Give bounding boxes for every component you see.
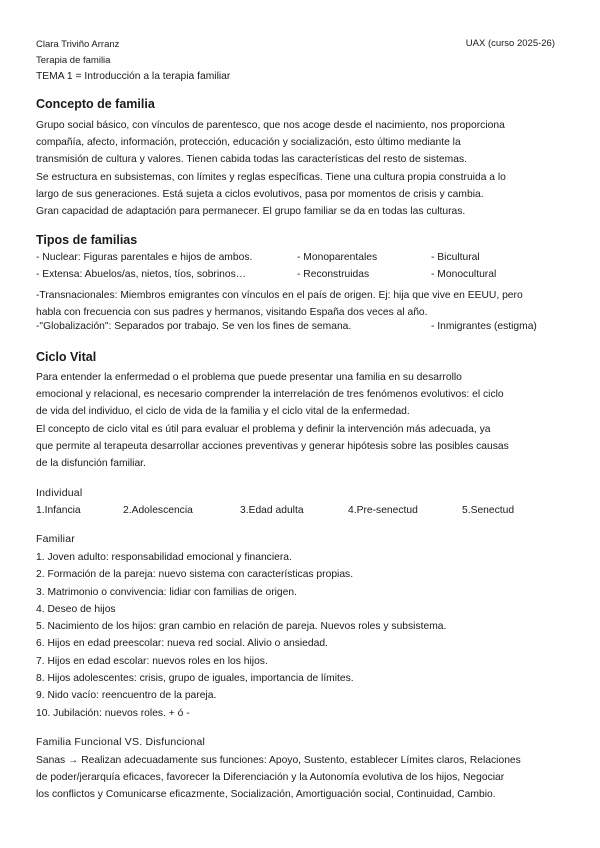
stage-item: 4.Pre-senectud bbox=[348, 505, 418, 516]
stage-item: 5.Senectud bbox=[462, 505, 515, 516]
topic-title: TEMA 1 = Introducción a la terapia familiar bbox=[36, 71, 231, 82]
heading-individual: Individual bbox=[36, 487, 83, 499]
stage-item: 2.Adolescencia bbox=[123, 505, 193, 516]
tipo-item: - Nuclear: Figuras parentales e hijos de ambos. bbox=[36, 252, 253, 263]
tipos-row bbox=[36, 252, 566, 269]
list-item: 9. Nido vacío: reencuentro de la pareja. bbox=[36, 690, 217, 702]
list-item: 5. Nacimiento de los hijos: gran cambio en relación de pareja. Nuevos roles y subsistema. bbox=[36, 621, 447, 633]
stage-item: 1.Infancia bbox=[36, 505, 81, 516]
heading-familiar: Familiar bbox=[36, 533, 75, 545]
tipos-row bbox=[36, 269, 566, 286]
author-name: Clara Triviño Arranz bbox=[36, 39, 120, 50]
text-line: habla con frecuencia con sus padres y hermanos, visitando España dos veces al año. bbox=[36, 307, 428, 319]
text-line: largo de sus generaciones. Está sujeta a ciclos evolutivos, pasa por momentos de crisis y cambia. bbox=[36, 188, 484, 200]
text-line: de poder/jerarquía eficaces, favorecer la Diferenciación y la Autonomía evolutiva de los hijos, Negociar bbox=[36, 772, 505, 784]
text-line: Para entender la enfermedad o el problema que puede presentar una familia en su desarrollo bbox=[36, 372, 462, 383]
ciclo-paragraph bbox=[36, 369, 558, 472]
text-line: -Transnacionales: Miembros emigrantes con vínculos en el país de origen. Ej: hija que vive en EEUU, pero bbox=[36, 290, 523, 301]
heading-concepto: Concepto de familia bbox=[36, 97, 155, 111]
tipo-item: - Monocultural bbox=[431, 269, 497, 280]
text-line: Se estructura en subsistemas, con límites y reglas específicas. Tiene una cultura propia construida a lo bbox=[36, 171, 506, 183]
tipo-item: - Reconstruidas bbox=[297, 269, 370, 280]
heading-tipos: Tipos de familias bbox=[36, 233, 138, 247]
subject-label: Terapia de familia bbox=[36, 55, 111, 66]
text-line: Grupo social básico, con vínculos de parentesco, que nos acoge desde el nacimiento, nos proporciona bbox=[36, 120, 505, 131]
text-line: de vida del individuo, el ciclo de vida de la familia y el ciclo vital de la enfermedad. bbox=[36, 406, 410, 418]
list-item: 3. Matrimonio o convivencia: lidiar con familias de origen. bbox=[36, 586, 297, 598]
list-item: 2. Formación de la pareja: nuevo sistema con características propias. bbox=[36, 569, 354, 581]
institution-label: UAX (curso 2025-26) bbox=[465, 38, 555, 49]
tipo-item: - Monoparentales bbox=[297, 252, 378, 263]
funcional-paragraph bbox=[36, 752, 566, 804]
individual-stages bbox=[36, 505, 566, 522]
tipo-item: - Extensa: Abuelos/as, nietos, tíos, sobrinos… bbox=[36, 269, 247, 280]
familiar-list bbox=[36, 549, 446, 722]
text-line: Gran capacidad de adaptación para permanecer. El grupo familiar se da en todas las culturas. bbox=[36, 206, 466, 218]
list-item: 1. Joven adulto: responsabilidad emocional y financiera. bbox=[36, 552, 292, 563]
text-line: de la disfunción familiar. bbox=[36, 458, 146, 470]
list-item: 4. Deseo de hijos bbox=[36, 603, 116, 615]
text-line: transmisión de cultura y valores. Tienen cabida todas las características del resto de sistemas. bbox=[36, 154, 467, 166]
tipo-item: - Inmigrantes (estigma) bbox=[431, 321, 537, 332]
text-line: emocional y relacional, es necesario comprender la interrelación de tres fenómenos evolutivos: el ciclo bbox=[36, 389, 504, 401]
concepto-paragraph bbox=[36, 117, 558, 220]
text-line: los conflictos y Comunicarse eficazmente, Socialización, Amortiguación social, Continuidad, Cambio. bbox=[36, 789, 496, 801]
list-item: 7. Hijos en edad escolar: nuevos roles en los hijos. bbox=[36, 655, 268, 667]
heading-ciclo-vital: Ciclo Vital bbox=[36, 350, 97, 364]
text-line: compañía, afecto, información, protección, educación y socialización, esto último mediante la bbox=[36, 137, 461, 149]
transnacionales-paragraph bbox=[36, 287, 558, 321]
tipo-item: - Bicultural bbox=[431, 252, 480, 263]
list-item: 10. Jubilación: nuevos roles. + ó - bbox=[36, 707, 190, 719]
text-line: El concepto de ciclo vital es útil para evaluar el problema y definir la intervención más adecuada, ya bbox=[36, 423, 491, 435]
text-line: Sanas → Realizan adecuadamente sus funciones: Apoyo, Sustento, establecer Límites claros, Relaciones bbox=[36, 755, 521, 766]
heading-funcional: Familia Funcional VS. Disfuncional bbox=[36, 736, 206, 748]
list-item: 8. Hijos adolescentes: crisis, grupo de iguales, importancia de límites. bbox=[36, 673, 354, 685]
text-line: que permite al terapeuta desarrollar acciones preventivas y generar hipótesis sobre las posibles causas bbox=[36, 440, 509, 452]
list-item: 6. Hijos en edad preescolar: nueva red social. Alivio o ansiedad. bbox=[36, 638, 328, 650]
tipos-row bbox=[36, 321, 566, 338]
stage-item: 3.Edad adulta bbox=[240, 505, 304, 516]
tipo-item: -"Globalización": Separados por trabajo. Se ven los fines de semana. bbox=[36, 321, 352, 332]
